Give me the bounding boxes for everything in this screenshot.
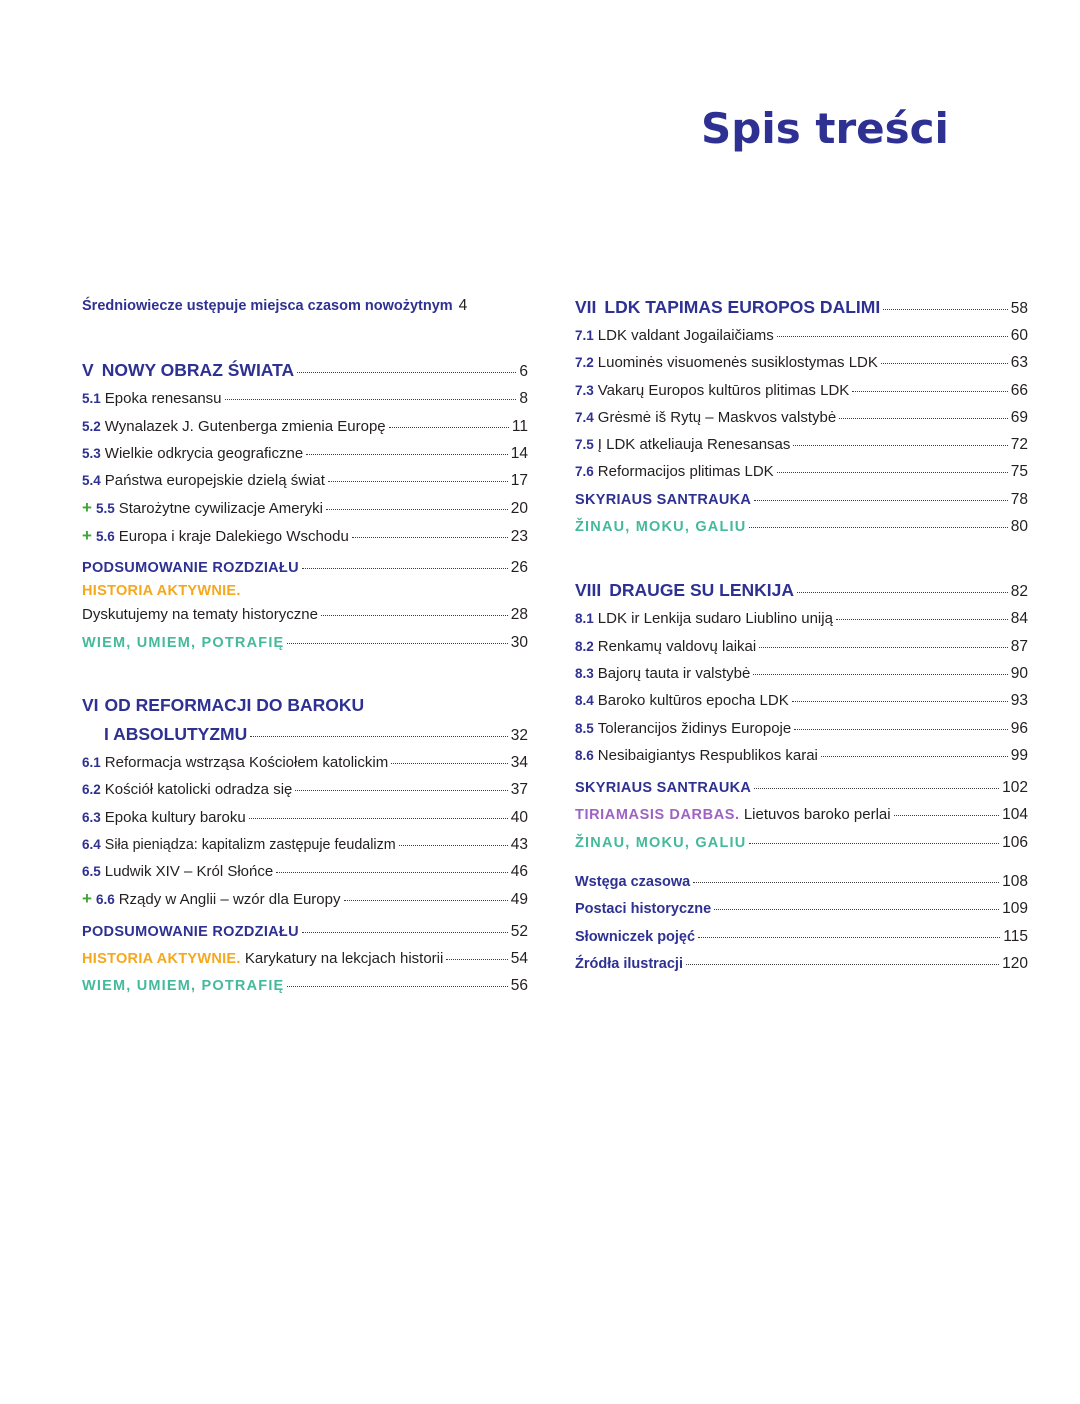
summary-title: PODSUMOWANIE ROZDZIAŁU <box>82 560 299 577</box>
leader-dots <box>686 964 999 965</box>
entry-title: Wielkie odkrycia geograficzne <box>104 444 304 462</box>
leader-dots <box>321 615 508 616</box>
summary-title: PODSUMOWANIE ROZDZIAŁU <box>82 923 299 940</box>
zinau-title: ŽINAU, MOKU, GALIU <box>575 834 747 851</box>
summary-title: SKYRIAUS SANTRAUKA <box>575 491 752 508</box>
toc-back-entry-sources[interactable] <box>575 950 1028 977</box>
entry-title: LDK valdant Jogailaičiams <box>597 327 774 344</box>
leader-dots <box>352 537 508 538</box>
page-number: 56 <box>510 977 528 995</box>
page-number: 40 <box>510 808 528 826</box>
chapter-number: 6.1 <box>82 754 101 770</box>
leader-dots <box>693 882 999 883</box>
chapter-number: 8.3 <box>575 665 594 681</box>
chapter-number: 5.6 <box>95 528 115 544</box>
leader-dots <box>836 619 1008 620</box>
page-number: 6 <box>519 363 528 381</box>
chapter-number: 5.4 <box>82 473 101 489</box>
toc-entry[interactable] <box>575 742 1028 769</box>
leader-dots <box>777 472 1008 473</box>
entry-title: Państwa europejskie dzielą świat <box>104 472 325 490</box>
toc-entry[interactable] <box>82 804 528 831</box>
section-title: OD REFORMACJI DO BAROKU <box>104 694 365 715</box>
leader-dots <box>754 500 1008 501</box>
toc-summary-entry[interactable] <box>575 486 1028 513</box>
chapter-number: 7.2 <box>575 355 594 371</box>
plus-icon: + <box>82 498 92 518</box>
chapter-number: 6.2 <box>82 782 101 798</box>
toc-zinau-entry[interactable] <box>575 829 1028 856</box>
page-number: 26 <box>510 559 528 577</box>
toc-entry[interactable] <box>575 431 1028 458</box>
leader-dots <box>287 986 507 987</box>
toc-section-heading-line1[interactable] <box>82 691 528 719</box>
toc-wiem-entry[interactable] <box>82 629 528 656</box>
toc-entry[interactable] <box>575 660 1028 687</box>
leader-dots <box>225 399 517 400</box>
entry-title: Grėsmė iš Rytų – Maskvos valstybė <box>597 408 837 426</box>
entry-title: LDK ir Lenkija sudaro Liublino uniją <box>597 610 833 628</box>
page-number: 52 <box>510 922 528 940</box>
leader-dots <box>344 900 508 901</box>
entry-title: Europa i kraje Dalekiego Wschodu <box>118 527 349 545</box>
section-title: DRAUGE SU LENKIJA <box>609 580 795 601</box>
page-number: 108 <box>1002 873 1028 891</box>
chapter-number: 7.4 <box>575 409 594 425</box>
toc-entry[interactable] <box>82 467 528 494</box>
leader-dots <box>839 418 1008 419</box>
entry-title: Wynalazek J. Gutenberga zmienia Europę <box>104 417 386 435</box>
page-number: 78 <box>1010 490 1028 508</box>
toc-back-entry-timeline[interactable] <box>575 868 1028 895</box>
toc-zinau-entry[interactable] <box>575 513 1028 540</box>
toc-entry[interactable] <box>575 377 1028 404</box>
entry-title: Dyskutujemy na tematy historyczne <box>82 606 318 624</box>
chapter-number: 6.3 <box>82 809 101 825</box>
leader-dots <box>399 845 508 846</box>
page-number: 109 <box>1002 900 1028 918</box>
leader-dots <box>287 643 507 644</box>
section-roman: VI <box>82 694 99 715</box>
leader-dots <box>391 763 508 764</box>
toc-entry[interactable] <box>575 715 1028 742</box>
active-history-label: HISTORIA AKTYWNIE. <box>82 583 241 600</box>
toc-entry[interactable] <box>575 633 1028 660</box>
chapter-number: 8.1 <box>575 611 594 627</box>
page-number: 17 <box>510 472 528 490</box>
entry-title: Epoka renesansu <box>104 390 222 408</box>
chapter-number: 8.2 <box>575 638 594 654</box>
leader-dots <box>777 336 1008 337</box>
leader-dots <box>714 909 999 910</box>
leader-dots <box>328 481 508 482</box>
entry-title: Lietuvos baroko perlai <box>743 806 891 824</box>
toc-entry[interactable] <box>82 413 528 440</box>
toc-entry[interactable] <box>82 885 528 912</box>
wiem-title: WIEM, UMIEM, POTRAFIĘ <box>82 634 285 651</box>
chapter-number: 7.1 <box>575 328 594 343</box>
chapter-number: 8.6 <box>575 747 594 763</box>
leader-dots <box>821 756 1008 757</box>
toc-section-heading-line2[interactable] <box>82 719 528 749</box>
section-title: NOWY OBRAZ ŚWIATA <box>101 360 295 381</box>
leader-dots <box>295 790 507 791</box>
page-number: 34 <box>510 753 528 771</box>
page-number: 93 <box>1010 692 1028 710</box>
chapter-number: 5.2 <box>82 418 101 434</box>
page-number: 99 <box>1010 746 1028 764</box>
entry-title: Karykatury na lekcjach historii <box>244 950 444 968</box>
chapter-number: 5.5 <box>95 501 115 517</box>
leader-dots <box>276 872 508 873</box>
chapter-number: 6.4 <box>82 836 101 852</box>
active-history-label: HISTORIA AKTYWNIE. <box>82 951 241 968</box>
page-number: 11 <box>511 417 528 435</box>
summary-title: SKYRIAUS SANTRAUKA <box>575 780 752 797</box>
page-number: 120 <box>1002 954 1028 972</box>
toc-entry[interactable] <box>575 605 1028 632</box>
page-number: 87 <box>1010 637 1028 655</box>
toc-wiem-entry[interactable] <box>82 972 528 999</box>
page-number: 49 <box>510 891 528 909</box>
intro-title: Średniowiecze ustępuje miejsca czasom nowożytnym <box>82 298 453 314</box>
toc-summary-entry[interactable] <box>575 774 1028 801</box>
page-number: 28 <box>510 606 528 624</box>
toc-active-entry[interactable] <box>82 945 528 972</box>
toc-section-heading[interactable] <box>575 575 1028 605</box>
toc-left-column <box>82 292 528 1000</box>
plus-icon: + <box>82 889 92 909</box>
entry-title: Postaci historyczne <box>575 901 712 918</box>
page-number: 60 <box>1010 327 1028 344</box>
toc-entry[interactable] <box>82 440 528 467</box>
leader-dots <box>446 959 507 960</box>
toc-section-heading[interactable] <box>575 292 1028 322</box>
toc-intro-entry[interactable] <box>82 292 528 319</box>
toc-entry[interactable] <box>82 831 528 858</box>
chapter-number: 6.5 <box>82 864 101 880</box>
chapter-number: 7.6 <box>575 464 594 480</box>
leader-dots <box>881 363 1008 364</box>
wiem-title: WIEM, UMIEM, POTRAFIĘ <box>82 978 285 995</box>
chapter-number: 7.3 <box>575 382 594 398</box>
leader-dots <box>749 843 999 844</box>
entry-title: Epoka kultury baroku <box>104 808 246 826</box>
page-number: 69 <box>1010 408 1028 426</box>
toc-summary-entry[interactable] <box>82 918 528 945</box>
toc-entry[interactable] <box>82 776 528 803</box>
plus-icon: + <box>82 525 92 545</box>
zinau-title: ŽINAU, MOKU, GALIU <box>575 519 747 536</box>
toc-entry[interactable] <box>575 687 1028 714</box>
toc-entry[interactable] <box>82 494 528 521</box>
chapter-number: 7.5 <box>575 437 594 453</box>
chapter-number: 8.5 <box>575 720 594 736</box>
entry-title: Nesibaigiantys Respublikos karai <box>597 746 818 764</box>
page-number: 82 <box>1010 583 1028 601</box>
leader-dots <box>792 701 1008 702</box>
page-number: 23 <box>510 527 528 545</box>
entry-title: Reformacja wstrząsa Kościołem katolickim <box>104 753 389 771</box>
leader-dots <box>297 372 516 373</box>
page-number: 20 <box>510 500 528 518</box>
page-number: 32 <box>510 726 528 744</box>
toc-entry[interactable] <box>82 385 528 412</box>
page-number: 102 <box>1002 779 1028 797</box>
page-number: 4 <box>458 297 468 314</box>
leader-dots <box>793 445 1007 446</box>
page-number: 43 <box>510 835 528 853</box>
page-number: 66 <box>1010 381 1028 399</box>
entry-title: Baroko kultūros epocha LDK <box>597 692 789 710</box>
toc-summary-entry[interactable] <box>82 554 528 581</box>
section-roman: V <box>82 360 94 381</box>
leader-dots <box>326 509 508 510</box>
leader-dots <box>306 454 508 455</box>
chapter-number: 5.1 <box>82 391 101 407</box>
section-roman: VIII <box>575 580 602 601</box>
entry-title: Tolerancijos židinys Europoje <box>597 719 792 737</box>
entry-title: Vakarų Europos kultūros plitimas LDK <box>597 381 850 399</box>
entry-title: Luominės visuomenės susiklostymas LDK <box>597 354 878 372</box>
leader-dots <box>250 736 508 737</box>
page-number: 72 <box>1010 436 1028 454</box>
entry-title: Kościół katolicki odradza się <box>104 781 293 799</box>
toc-back-entry-figures[interactable] <box>575 895 1028 922</box>
entry-title: Wstęga czasowa <box>575 874 691 891</box>
toc-entry[interactable] <box>575 322 1028 349</box>
chapter-number: 8.4 <box>575 693 594 709</box>
leader-dots <box>759 647 1008 648</box>
leader-dots <box>852 391 1007 392</box>
page-number: 54 <box>510 950 528 968</box>
page-number: 96 <box>1010 719 1028 737</box>
entry-title: Reformacijos plitimas LDK <box>597 463 774 481</box>
page-number: 58 <box>1010 300 1028 317</box>
leader-dots <box>302 568 508 569</box>
chapter-number: 5.3 <box>82 445 101 461</box>
page-number: 46 <box>510 863 528 881</box>
toc-active-entry[interactable] <box>82 601 528 628</box>
toc-entry[interactable] <box>575 458 1028 485</box>
research-label: TIRIAMASIS DARBAS. <box>575 807 740 824</box>
toc-entry[interactable] <box>575 404 1028 431</box>
entry-title: Rządy w Anglii – wzór dla Europy <box>118 891 341 909</box>
section-title-continued: I ABSOLUTYZMU <box>104 723 248 744</box>
leader-dots <box>698 937 1000 938</box>
page-number: 63 <box>1010 354 1028 372</box>
entry-title: Renkamų valdovų laikai <box>597 637 757 655</box>
page-number: 106 <box>1002 833 1028 851</box>
leader-dots <box>302 932 508 933</box>
page-number: 8 <box>519 390 528 408</box>
toc-back-entry-glossary[interactable] <box>575 923 1028 950</box>
chapter-number: 6.6 <box>95 892 115 908</box>
page-number: 84 <box>1010 610 1028 628</box>
leader-dots <box>794 729 1008 730</box>
toc-entry[interactable] <box>575 349 1028 376</box>
page-number: 104 <box>1002 806 1028 824</box>
toc-right-column <box>575 292 1028 977</box>
leader-dots <box>894 815 1000 816</box>
leader-dots <box>749 527 1007 528</box>
leader-dots <box>797 592 1008 593</box>
toc-research-entry[interactable] <box>575 801 1028 828</box>
page-number: 115 <box>1003 927 1028 945</box>
leader-dots <box>753 674 1007 675</box>
section-roman: VII <box>575 297 597 317</box>
page-number: 30 <box>510 633 528 651</box>
entry-title: Siła pieniądza: kapitalizm zastępuje feudalizm <box>104 836 396 853</box>
page-number: 90 <box>1010 664 1028 682</box>
leader-dots <box>754 788 999 789</box>
page-number: 37 <box>510 781 528 799</box>
entry-title: Źródła ilustracji <box>575 955 683 972</box>
toc-section-heading[interactable] <box>82 355 528 385</box>
section-title: LDK TAPIMAS EUROPOS DALIMI <box>604 297 881 317</box>
entry-title: Starożytne cywilizacje Ameryki <box>118 500 323 518</box>
entry-title: Ludwik XIV – Król Słońce <box>104 863 274 881</box>
entry-title: Bajorų tauta ir valstybė <box>597 664 751 682</box>
toc-entry[interactable] <box>82 858 528 885</box>
leader-dots <box>389 427 509 428</box>
page-number: 75 <box>1010 463 1028 481</box>
page-title: Spis treści <box>701 104 949 153</box>
leader-dots <box>249 818 508 819</box>
page-number: 14 <box>510 444 528 462</box>
page-number: 80 <box>1010 518 1028 536</box>
toc-entry[interactable] <box>82 522 528 549</box>
entry-title: Į LDK atkeliauja Renesansas <box>597 436 791 454</box>
leader-dots <box>883 309 1008 310</box>
toc-entry[interactable] <box>82 749 528 776</box>
entry-title: Słowniczek pojęć <box>575 928 696 945</box>
